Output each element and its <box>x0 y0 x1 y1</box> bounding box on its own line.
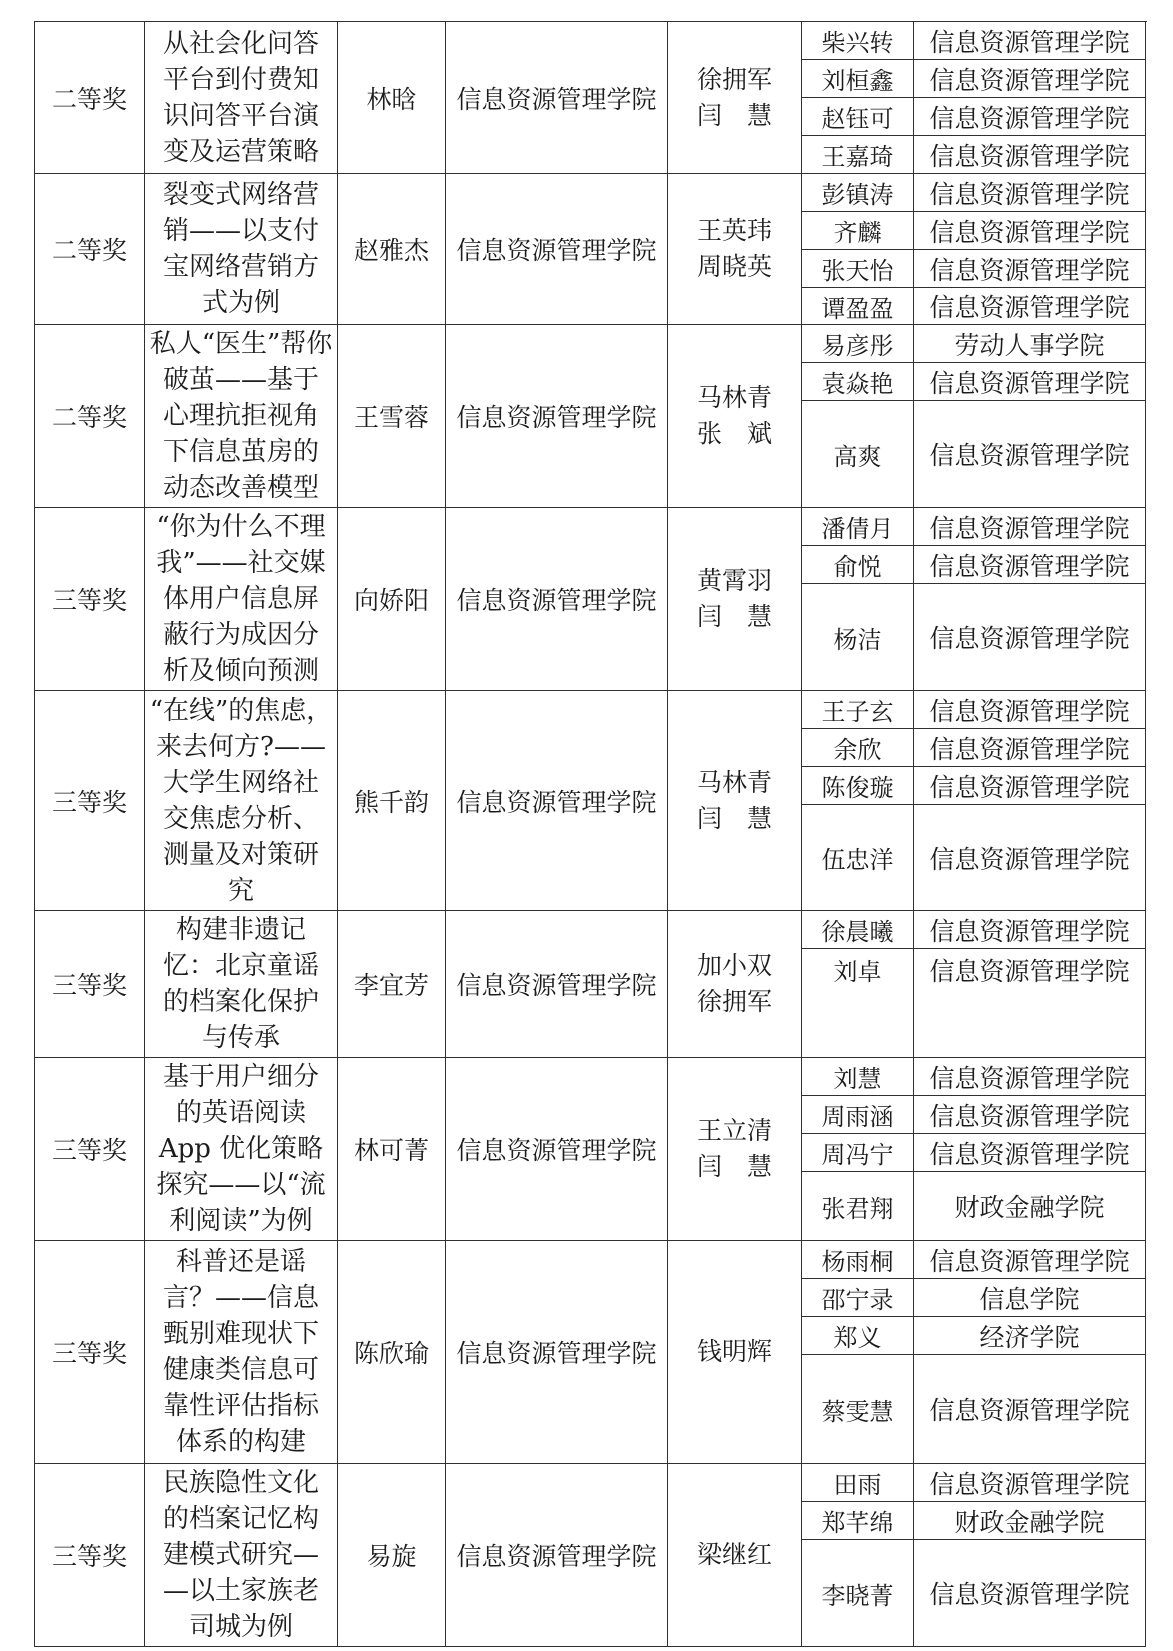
member-row <box>802 584 1146 691</box>
advisor-name: 徐拥军 <box>696 987 772 1016</box>
title-line: 建模式研究— <box>162 1540 319 1570</box>
member-row <box>802 212 1146 250</box>
award-entry <box>35 691 1147 911</box>
member-name: 余欣 <box>802 729 914 767</box>
title-line: 平台到付费知 <box>162 64 319 95</box>
advisor-name: 梁继红 <box>696 1540 772 1569</box>
member-college: 信息资源管理学院 <box>914 546 1146 584</box>
title-line: 动态改善模型 <box>162 473 319 503</box>
title-line: 心理抗拒视角 <box>162 401 319 431</box>
member-name: 潘倩月 <box>802 508 914 546</box>
award-level: 三等奖 <box>35 911 145 1058</box>
member-name: 高爽 <box>802 401 914 508</box>
member-college: 经济学院 <box>914 1317 1146 1355</box>
member-row <box>802 729 1146 767</box>
project-title <box>145 1464 338 1647</box>
advisor-name: 钱明辉 <box>696 1337 772 1366</box>
advisor-name: 王立清 <box>696 1116 772 1145</box>
member-name: 郑义 <box>802 1317 914 1355</box>
member-college: 信息学院 <box>914 1279 1146 1317</box>
member-college: 信息资源管理学院 <box>914 174 1146 212</box>
advisor-name: 加小双 <box>696 951 772 980</box>
award-entry <box>35 508 1147 691</box>
title-line: 式为例 <box>201 288 280 318</box>
leader-college: 信息资源管理学院 <box>446 1241 668 1464</box>
award-entry <box>35 22 1147 174</box>
member-name: 张天怡 <box>802 250 914 288</box>
member-list <box>802 325 1146 508</box>
member-row <box>802 1172 1146 1241</box>
award-entry <box>35 1241 1147 1464</box>
member-name: 徐晨曦 <box>802 911 914 949</box>
member-row <box>802 136 1146 174</box>
member-row <box>802 98 1146 136</box>
leader-name: 林可菁 <box>338 1058 446 1241</box>
member-name: 张君翔 <box>802 1172 914 1241</box>
member-name: 易彦彤 <box>802 325 914 363</box>
project-title <box>145 691 338 911</box>
member-name: 蔡雯慧 <box>802 1355 914 1464</box>
title-line: 的档案记忆构 <box>162 1504 319 1534</box>
member-row <box>802 60 1146 98</box>
member-name: 李晓菁 <box>802 1540 914 1647</box>
member-row <box>802 1279 1146 1317</box>
member-name: 周雨涵 <box>802 1096 914 1134</box>
member-college: 信息资源管理学院 <box>914 911 1146 949</box>
title-line: 体用户信息屏 <box>162 584 319 614</box>
leader-college: 信息资源管理学院 <box>446 22 668 174</box>
project-title <box>145 911 338 1058</box>
member-name: 陈俊璇 <box>802 767 914 805</box>
leader-name: 易旋 <box>338 1464 446 1647</box>
advisor-name: 张 斌 <box>696 419 772 448</box>
member-list <box>802 1464 1146 1647</box>
leader-name: 王雪蓉 <box>338 325 446 508</box>
advisor-cell <box>668 691 802 911</box>
advisor-cell <box>668 508 802 691</box>
member-college: 信息资源管理学院 <box>914 288 1146 325</box>
member-college: 信息资源管理学院 <box>914 805 1146 911</box>
member-row <box>802 508 1146 546</box>
member-name: 王子玄 <box>802 691 914 729</box>
member-row <box>802 1241 1146 1279</box>
title-line: 识问答平台演 <box>162 100 319 131</box>
leader-college: 信息资源管理学院 <box>446 1464 668 1647</box>
member-name: 柴兴转 <box>802 22 914 60</box>
member-row <box>802 1355 1146 1464</box>
member-college: 信息资源管理学院 <box>914 1355 1146 1464</box>
member-name: 杨雨桐 <box>802 1241 914 1279</box>
member-row <box>802 949 1146 1058</box>
member-college: 信息资源管理学院 <box>914 363 1146 401</box>
member-college: 信息资源管理学院 <box>914 691 1146 729</box>
member-list <box>802 508 1146 691</box>
title-line: 体系的构建 <box>175 1427 306 1457</box>
project-title <box>145 325 338 508</box>
member-name: 赵钰可 <box>802 98 914 136</box>
award-level: 三等奖 <box>35 1241 145 1464</box>
member-college: 信息资源管理学院 <box>914 949 1146 1058</box>
member-college: 信息资源管理学院 <box>914 508 1146 546</box>
advisor-name: 王英玮 <box>696 216 772 245</box>
title-line: 析及倾向预测 <box>162 656 319 686</box>
project-title <box>145 1241 338 1464</box>
member-row <box>802 1540 1146 1647</box>
member-row <box>802 288 1146 325</box>
member-list <box>802 1241 1146 1464</box>
member-name: 周冯宁 <box>802 1134 914 1172</box>
member-college: 信息资源管理学院 <box>914 1134 1146 1172</box>
member-name: 齐麟 <box>802 212 914 250</box>
advisor-name: 马林青 <box>696 767 772 797</box>
advisor-cell <box>668 22 802 174</box>
title-line: 测量及对策研 <box>162 839 319 870</box>
member-row <box>802 325 1146 363</box>
title-line: 我”——社交媒 <box>156 548 326 578</box>
member-list <box>802 1058 1146 1241</box>
member-row <box>802 174 1146 212</box>
member-college: 信息资源管理学院 <box>914 584 1146 691</box>
title-line: 忆：北京童谣 <box>162 951 319 981</box>
award-entry <box>35 325 1147 508</box>
member-name: 王嘉琦 <box>802 136 914 174</box>
member-college: 信息资源管理学院 <box>914 98 1146 136</box>
member-name: 刘卓 <box>802 949 914 1058</box>
advisor-cell <box>668 1464 802 1647</box>
member-college: 信息资源管理学院 <box>914 401 1146 508</box>
member-college: 信息资源管理学院 <box>914 1241 1146 1279</box>
advisor-cell <box>668 325 802 508</box>
member-college: 信息资源管理学院 <box>914 1058 1146 1096</box>
member-row <box>802 1096 1146 1134</box>
title-line: 裂变式网络营 <box>162 180 319 210</box>
project-title <box>145 22 338 174</box>
advisor-cell <box>668 174 802 325</box>
award-level: 二等奖 <box>35 22 145 174</box>
leader-college: 信息资源管理学院 <box>446 325 668 508</box>
member-row <box>802 1058 1146 1096</box>
title-line: 民族隐性文化 <box>162 1468 319 1498</box>
member-name: 彭镇涛 <box>802 174 914 212</box>
member-name: 杨洁 <box>802 584 914 691</box>
award-table <box>34 21 1147 1647</box>
title-line: App 优化策略 <box>158 1134 324 1164</box>
member-college: 劳动人事学院 <box>914 325 1146 363</box>
advisor-name: 闫 慧 <box>696 100 772 130</box>
member-row <box>802 691 1146 729</box>
title-line: 健康类信息可 <box>162 1355 319 1385</box>
title-line: 利阅读”为例 <box>169 1206 313 1236</box>
member-name: 伍忠洋 <box>802 805 914 911</box>
member-row <box>802 1317 1146 1355</box>
member-college: 信息资源管理学院 <box>914 60 1146 98</box>
member-name: 刘慧 <box>802 1058 914 1096</box>
title-line: 究 <box>227 875 254 906</box>
award-level: 二等奖 <box>35 325 145 508</box>
title-line: 蔽行为成因分 <box>162 620 319 650</box>
title-line: 言？——信息 <box>162 1283 319 1313</box>
member-list <box>802 22 1146 174</box>
award-level: 三等奖 <box>35 1058 145 1241</box>
member-college: 信息资源管理学院 <box>914 22 1146 60</box>
title-line: 司城为例 <box>188 1612 293 1642</box>
member-college: 信息资源管理学院 <box>914 1464 1146 1502</box>
leader-name: 熊千韵 <box>338 691 446 911</box>
title-line: 的英语阅读 <box>175 1098 306 1128</box>
title-line: —以土家族老 <box>162 1576 319 1606</box>
project-title <box>145 1058 338 1241</box>
award-entry <box>35 911 1147 1058</box>
award-level: 三等奖 <box>35 1464 145 1647</box>
project-title <box>145 174 338 325</box>
title-line: “在线”的焦虑， <box>149 695 333 726</box>
award-level: 三等奖 <box>35 691 145 911</box>
title-line: 破茧——基于 <box>162 365 319 395</box>
member-row <box>802 363 1146 401</box>
title-line: 构建非遗记 <box>175 915 306 945</box>
advisor-cell <box>668 1241 802 1464</box>
leader-college: 信息资源管理学院 <box>446 1058 668 1241</box>
member-row <box>802 401 1146 508</box>
member-college: 信息资源管理学院 <box>914 250 1146 288</box>
leader-college: 信息资源管理学院 <box>446 508 668 691</box>
member-college: 信息资源管理学院 <box>914 1096 1146 1134</box>
member-row <box>802 22 1146 60</box>
member-row <box>802 911 1146 949</box>
leader-name: 李宜芳 <box>338 911 446 1058</box>
title-line: 来去何方?—— <box>156 731 326 762</box>
member-row <box>802 546 1146 584</box>
member-row <box>802 805 1146 911</box>
title-line: 私人“医生”帮你 <box>149 329 333 359</box>
award-entry <box>35 1464 1147 1647</box>
award-entry <box>35 174 1147 325</box>
member-name: 刘桓鑫 <box>802 60 914 98</box>
advisor-name: 周晓英 <box>696 252 772 281</box>
member-college: 信息资源管理学院 <box>914 729 1146 767</box>
member-list <box>802 691 1146 911</box>
title-line: 下信息茧房的 <box>162 437 319 467</box>
title-line: 大学生网络社 <box>162 767 319 798</box>
member-name: 邵宁录 <box>802 1279 914 1317</box>
member-name: 郑芊绵 <box>802 1502 914 1540</box>
member-college: 信息资源管理学院 <box>914 212 1146 250</box>
member-row <box>802 1502 1146 1540</box>
member-name: 谭盈盈 <box>802 288 914 325</box>
title-line: “你为什么不理 <box>156 512 326 542</box>
advisor-name: 闫 慧 <box>696 803 772 833</box>
title-line: 科普还是谣 <box>175 1247 306 1277</box>
title-line: 从社会化问答 <box>162 28 319 59</box>
advisor-name: 闫 慧 <box>696 602 772 631</box>
leader-college: 信息资源管理学院 <box>446 174 668 325</box>
member-college: 信息资源管理学院 <box>914 767 1146 805</box>
member-name: 袁焱艳 <box>802 363 914 401</box>
title-line: 靠性评估指标 <box>162 1391 319 1421</box>
member-name: 俞悦 <box>802 546 914 584</box>
member-row <box>802 1134 1146 1172</box>
member-row <box>802 1464 1146 1502</box>
member-row <box>802 250 1146 288</box>
member-college: 信息资源管理学院 <box>914 1540 1146 1647</box>
member-name: 田雨 <box>802 1464 914 1502</box>
advisor-name: 黄霄羽 <box>696 566 772 595</box>
advisor-name: 徐拥军 <box>696 64 772 94</box>
title-line: 变及运营策略 <box>162 136 319 167</box>
award-entry <box>35 1058 1147 1241</box>
title-line: 宝网络营销方 <box>162 252 319 282</box>
award-level: 二等奖 <box>35 174 145 325</box>
title-line: 交焦虑分析、 <box>162 803 319 834</box>
advisor-name: 闫 慧 <box>696 1152 772 1181</box>
leader-college: 信息资源管理学院 <box>446 691 668 911</box>
leader-name: 陈欣瑜 <box>338 1241 446 1464</box>
advisor-cell <box>668 911 802 1058</box>
member-list <box>802 174 1146 325</box>
title-line: 的档案化保护 <box>162 987 319 1017</box>
title-line: 销——以支付 <box>162 216 319 246</box>
leader-name: 林晗 <box>338 22 446 174</box>
member-list <box>802 911 1146 1058</box>
award-level: 三等奖 <box>35 508 145 691</box>
advisor-cell <box>668 1058 802 1241</box>
advisor-name: 马林青 <box>696 383 772 412</box>
member-college: 财政金融学院 <box>914 1502 1146 1540</box>
leader-name: 赵雅杰 <box>338 174 446 325</box>
member-row <box>802 767 1146 805</box>
title-line: 探究——以“流 <box>156 1170 326 1200</box>
member-college: 财政金融学院 <box>914 1172 1146 1241</box>
leader-college: 信息资源管理学院 <box>446 911 668 1058</box>
leader-name: 向娇阳 <box>338 508 446 691</box>
title-line: 甄别难现状下 <box>162 1319 319 1349</box>
title-line: 与传承 <box>201 1023 280 1053</box>
project-title <box>145 508 338 691</box>
title-line: 基于用户细分 <box>162 1062 319 1092</box>
member-college: 信息资源管理学院 <box>914 136 1146 174</box>
